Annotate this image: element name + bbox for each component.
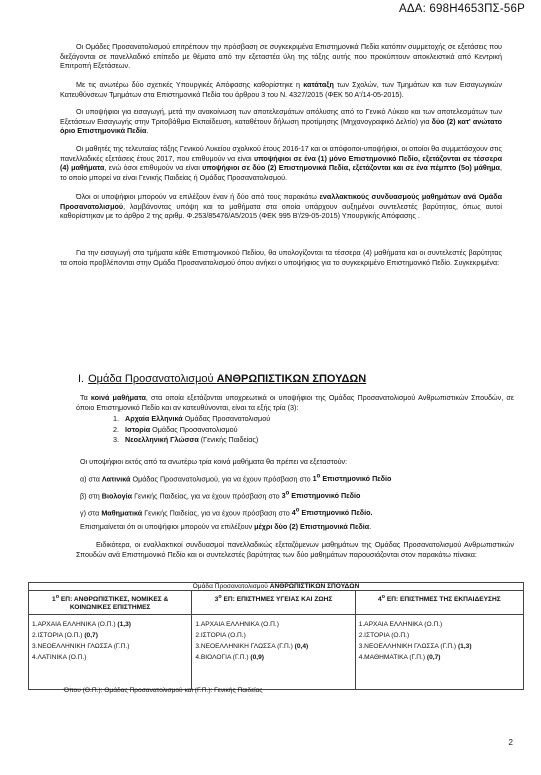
subject-line: 1.ΑΡΧΑΙΑ ΕΛΛΗΝΙΚΑ (Ο.Π.) (1,3) <box>32 621 131 629</box>
footnote: Όπου (Ο.Π.): Ομάδας Προσανατολισμού και (Γ.Π.): Γενικής Παιδείας <box>64 687 263 694</box>
paragraph-7: Τα κοινά μαθήματα, στα οποία εξετάζονται υποχρεωτικά οι υποψήφιοι της Ομάδας Προσανατολισμού Ανθρωπιστικών Σπουδών, σε όποιο Επιστημονικό Πεδίο και αν κατευθύνονται, είναι τα εξής τρία (3): <box>76 393 515 412</box>
subject-line: 4.ΛΑΤΙΝΙΚΑ (Ο.Π.) <box>32 654 87 662</box>
table-cell <box>355 615 523 690</box>
subject-line: 4.ΒΙΟΛΟΓΙΑ (Γ.Π.) (0,9) <box>195 654 264 662</box>
table-column-header: $4^o$ ΕΠ: ΕΠΙΣΤΗΜΕΣ ΤΗΣ ΕΚΠΑΙΔΕΥΣΗΣ <box>355 591 523 615</box>
table-cell <box>192 615 355 690</box>
subject-line: 4.ΜΑΘΗΜΑΤΙΚΑ (Γ.Π.) (0,7) <box>358 654 441 662</box>
list-item: 1. Αρχαία Ελληνικά Ομάδας Προσανατολισμού <box>113 414 271 423</box>
ada-code: ΑΔΑ: 698Η4653ΠΣ-56Ρ <box>399 3 525 15</box>
option-c: γ) στα Μαθηματικά Γενικής Παιδείας, για να έχουν πρόσβαση στο $4^o$ Επιστημονικό Πεδίο. <box>80 508 373 518</box>
paragraph-9: Επισημαίνεται ότι οι υποψήφιοι μπορούν να επιλέξουν μέχρι δύο (2) Επιστημονικά Πεδία. <box>80 522 372 531</box>
option-b: β) στη Βιολογία Γενικής Παιδείας, για να έχουν πρόσβαση στο $3^o$ Επιστημονικό Πεδίο <box>80 491 361 501</box>
paragraph-4: Οι μαθητές της τελευταίας τάξης Γενικού Λυκείου σχολικού έτους 2016-17 και οι απόφοιτοι-υποψήφιοι, οι οποίοι θα συμμετάσχουν στις πανελλαδικές εξετάσεις έτους 2017, που επιθυμούν να είναι υποψήφιοι σε ένα (1) μόνο Επιστημονικό Πεδίο, εξετάζονται σε τέσσερα (4) μαθήματα, ενώ όσοι επιθυμούν να είναι υποψήφιοι σε δύο (2) Επιστημονικά Πεδία, εξετάζονται και σε ένα πέμπτο (5ο) μάθημα, το οποίο μπορεί να είναι Γενικής Παιδείας ή Ομάδας Προσανατολισμού. <box>60 144 502 182</box>
paragraph-8: Οι υποψήφιοι εκτός από τα ανωτέρω τρία κοινά μαθήματα θα πρέπει να εξεταστούν: <box>80 457 348 466</box>
table-caption: Ομάδα Προσανατολισμού ΑΝΘΡΩΠΙΣΤΙΚΩΝ ΣΠΟΥΔΩΝ <box>29 583 524 591</box>
subjects-table <box>28 582 524 690</box>
paragraph-6: Για την εισαγωγή στα τμήματα κάθε Επιστημονικού Πεδίου, θα υπολογίζονται τα τέσσερα (4) μαθήματα και οι συντελεστές βαρύτητας τα οποία προβλέπονται στην Ομάδα Προσανατολισμού όπου ανήκει ο υποψήφιος για το συγκεκριμένο Επιστημονικό Πεδίο. Συγκεκριμένα: <box>60 248 502 267</box>
subject-line: 3.ΝΕΟΕΛΛΗΝΙΚΗ ΓΛΩΣΣΑ (Γ.Π.) <box>32 643 130 651</box>
subject-line: 3.ΝΕΟΕΛΛΗΝΙΚΗ ΓΛΩΣΣΑ (Γ.Π.) (0,4) <box>195 643 309 651</box>
option-a: α) στα Λατινικά Ομάδας Προσανατολισμού, για να έχουν πρόσβαση στο $1^o$ Επιστημονικό Πεδίο <box>80 474 392 484</box>
subject-line: 2.ΙΣΤΟΡΙΑ (Ο.Π.) <box>358 632 410 640</box>
page-number: 2 <box>508 738 513 747</box>
section-heading: I. Ομάδα Προσανατολισμού ΑΝΘΡΩΠΙΣΤΙΚΩΝ ΣΠΟΥΔΩΝ <box>78 373 367 385</box>
paragraph-5: Όλοι οι υποψήφιοι μπορούν να επιλέξουν έναν ή δύο από τους παρακάτω εναλλακτικούς συνδυασμούς μαθημάτων ανά Ομάδα Προσανατολισμού, λαμβάνοντας υπόψη και τα μαθήματα στα οποία υπάρχουν αυξημένοι συντελεστές βαρύτητας, όπως αυτοί καθορίστηκαν με το άρθρο 2 της αριθμ. Φ.253/85476/Α5/2015 (ΦΕΚ 995 Β'/29-05-2015) Υπουργικής Απόφασης . <box>60 192 503 221</box>
table-column-header: $3^o$ ΕΠ: ΕΠΙΣΤΗΜΕΣ ΥΓΕΙΑΣ ΚΑΙ ΖΩΗΣ <box>192 591 355 615</box>
common-subjects-list <box>113 414 270 446</box>
table-cell <box>29 615 192 690</box>
table-column-header: $1^o$ ΕΠ: ΑΝΘΡΩΠΙΣΤΙΚΕΣ, ΝΟΜΙΚΕΣ & ΚΟΙΝΩΝΙΚΕΣ ΕΠΙΣΤΗΜΕΣ <box>29 591 192 615</box>
paragraph-1: Οι Ομάδες Προσανατολισμού επιτρέπουν την πρόσβαση σε συγκεκριμένα Επιστημονικά Πεδία κατόπιν συμμετοχής σε εξετάσεις που διεξάγονται σε πανελλαδικό επίπεδο με θέματα από την εξεταστέα ύλη της τάξης αυτής που προκύπτουν αποκλειστικά από Κεντρική Επιτροπή Εξετάσεων. <box>60 42 502 71</box>
list-item: 3. Νεοελληνική Γλώσσα (Γενικής Παιδείας) <box>113 435 259 444</box>
paragraph-3: Οι υποψήφιοι για εισαγωγή, μετά την ανακοίνωση των αποτελεσμάτων απόλυσης από το Γενικό Λύκειο και των αποτελεσμάτων των Εξετάσεων Εισαγωγής στην Τριτοβάθμια Εκπαίδευση, καταθέτουν δήλωση προτίμησης (Μηχανογραφικό Δελτίο) για δύο (2) κατ' ανώτατο όριο Επιστημονικά Πεδία. <box>60 107 502 136</box>
paragraph-10: Ειδικότερα, οι εναλλακτικοί συνδυασμοί πανελλαδικώς εξεταζόμενων μαθημάτων της Ομάδας Προσανατολισμού Ανθρωπιστικών Σπουδών ανά Επιστημονικό Πεδίο και οι συντελεστές βαρύτητας των δύο μαθημάτων παρουσιάζονται στον παρακάτω πίνακα: <box>76 540 514 559</box>
subject-line: 2.ΙΣΤΟΡΙΑ (Ο.Π.) <box>195 632 246 640</box>
subject-line: 1.ΑΡΧΑΙΑ ΕΛΛΗΝΙΚΑ (Ο.Π.) <box>195 621 279 629</box>
subject-line: 1.ΑΡΧΑΙΑ ΕΛΛΗΝΙΚΑ (Ο.Π.) <box>358 621 443 629</box>
paragraph-2: Με τις ανωτέρω δύο σχετικές Υπουργικές Απόφασης καθορίστηκε η κατάταξη των Σχολών, των Τμημάτων και των Εισαγωγικών Κατευθύνσεων Τμημάτων στα Επιστημονικά Πεδία του άρθρου 3 του Ν. 4327/2015 (ΦΕΚ 50 Α'/14-05-2015). <box>60 80 502 99</box>
list-item: 2. Ιστορία Ομάδας Προσανατολισμού <box>113 424 238 434</box>
subject-line: 2.ΙΣΤΟΡΙΑ (Ο.Π.) (0,7) <box>32 632 98 640</box>
subject-line: 3.ΝΕΟΕΛΛΗΝΙΚΗ ΓΛΩΣΣΑ (Γ.Π.) (1,3) <box>358 643 472 651</box>
